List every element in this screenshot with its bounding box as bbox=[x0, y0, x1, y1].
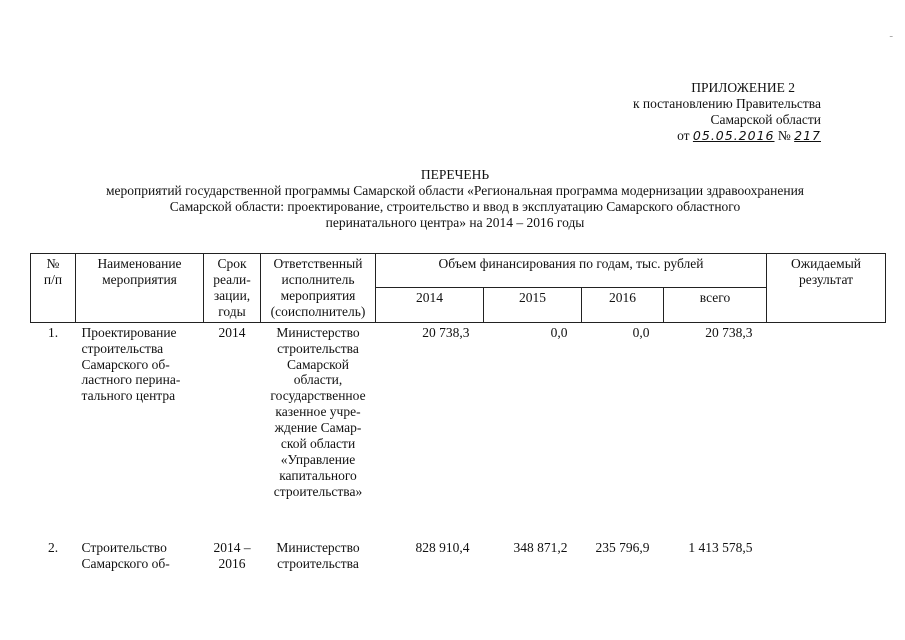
row-2015: 348 871,2 bbox=[513, 539, 568, 555]
row-result bbox=[767, 322, 886, 502]
row-result bbox=[767, 538, 886, 574]
row-num: 1. bbox=[47, 324, 59, 340]
row-total: 20 738,3 bbox=[705, 324, 753, 340]
header-year-2014: 2014 bbox=[376, 288, 484, 322]
row-2014: 828 910,4 bbox=[415, 539, 470, 555]
header-num: № п/п bbox=[31, 254, 76, 323]
row-term: 2014 – 2016 bbox=[213, 539, 251, 571]
table-row bbox=[31, 538, 886, 574]
header-total: всего bbox=[664, 288, 767, 322]
header-funding: Объем финансирования по годам, тыс. рублей bbox=[376, 254, 767, 288]
appendix-header bbox=[571, 80, 821, 144]
row-name: Проектирование строительства Самарского об- ластного перина- тального центра bbox=[81, 324, 181, 404]
header-name: Наименование мероприятия bbox=[76, 254, 204, 323]
appendix-date-line bbox=[571, 128, 821, 144]
row-responsible: Министерство строительства bbox=[276, 539, 360, 571]
document-title bbox=[30, 167, 880, 231]
header-responsible: Ответственный исполнитель мероприятия (соисполнитель) bbox=[261, 254, 376, 323]
title-line-3: перинатального центра» на 2014 – 2016 годы bbox=[325, 215, 585, 230]
row-2016: 0,0 bbox=[632, 324, 650, 340]
row-term: 2014 bbox=[218, 324, 246, 340]
row-2015: 0,0 bbox=[550, 324, 568, 340]
activities-table bbox=[30, 253, 886, 574]
row-responsible: Министерство строительства Самарской области, государственное казенное учре- ждение Самар- ской области «Управление капитального строительства» bbox=[270, 324, 366, 499]
row-2016: 235 796,9 bbox=[595, 539, 650, 555]
row-num: 2. bbox=[47, 539, 59, 555]
appendix-line-2: Самарской области bbox=[710, 112, 821, 127]
row-spacer bbox=[31, 502, 886, 538]
appendix-title: ПРИЛОЖЕНИЕ 2 bbox=[691, 80, 795, 95]
header-result: Ожидаемый результат bbox=[767, 254, 886, 323]
header-year-2016: 2016 bbox=[582, 288, 664, 322]
handwritten-number: 217 bbox=[794, 128, 821, 143]
row-2014: 20 738,3 bbox=[422, 324, 470, 340]
row-name: Строительство Самарского об- bbox=[81, 539, 170, 571]
table-row bbox=[31, 322, 886, 502]
appendix-line-1: к постановлению Правительства bbox=[632, 96, 821, 111]
corner-mark: - bbox=[889, 30, 893, 42]
date-prefix: от bbox=[677, 128, 690, 143]
title-line-1: мероприятий государственной программы Самарской области «Региональная программа модернизации здравоохранения bbox=[105, 183, 805, 198]
row-total: 1 413 578,5 bbox=[688, 539, 753, 555]
header-term: Срок реали- зации, годы bbox=[204, 254, 261, 323]
handwritten-date: 05.05.2016 bbox=[692, 128, 775, 143]
number-prefix: № bbox=[777, 128, 791, 143]
title-line-2: Самарской области: проектирование, строительство и ввод в эксплуатацию Самарского областного bbox=[169, 199, 741, 214]
title-heading: ПЕРЕЧЕНЬ bbox=[420, 167, 490, 182]
header-year-2015: 2015 bbox=[484, 288, 582, 322]
